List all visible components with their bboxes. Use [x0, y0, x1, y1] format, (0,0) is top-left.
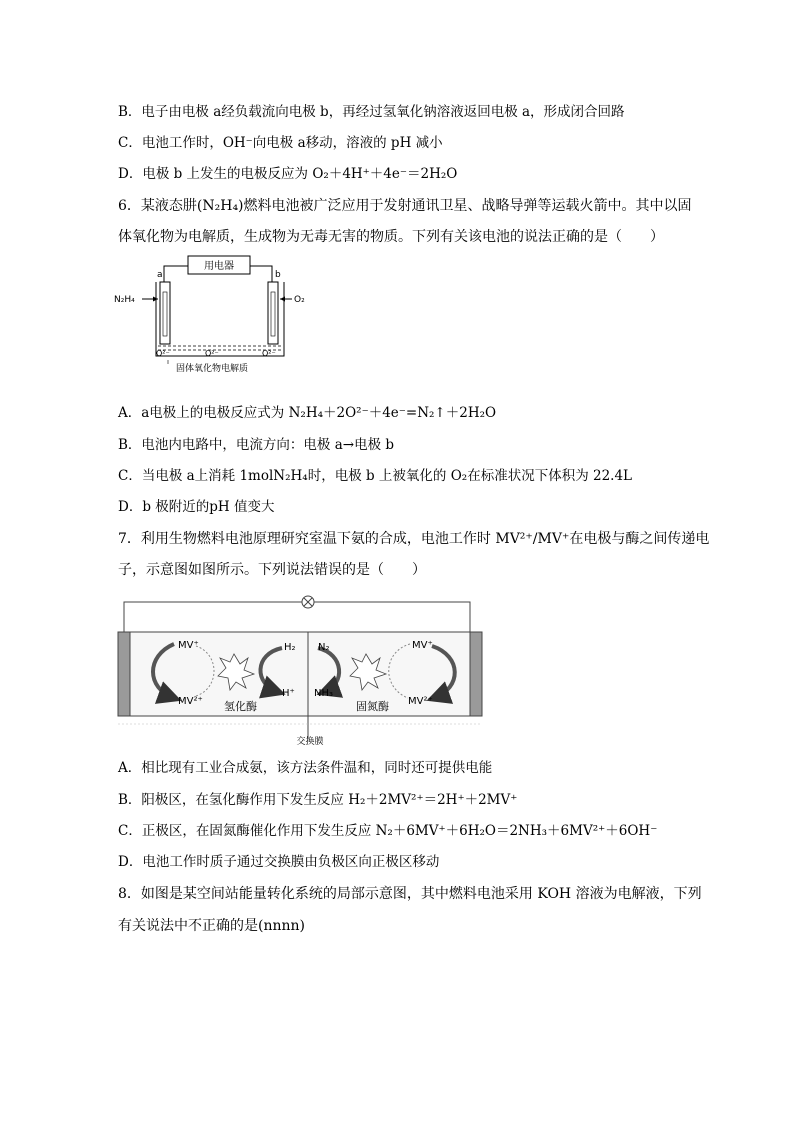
h2-label: H₂ — [284, 642, 296, 653]
q6-stem-line1: 6．某液态肼(N₂H₄)燃料电池被广泛应用于发射通讯卫星、战略导弹等运载火箭中。其中以固 — [118, 198, 692, 214]
q6-option-d: D．b 极附近的pH 值变大 — [118, 499, 275, 515]
nh3-label: NH₃ — [314, 688, 334, 699]
q6-option-b: B．电池内电路中，电流方向：电极 a→电极 b — [118, 437, 395, 453]
q5-option-c: C．电池工作时，OH⁻向电极 a移动，溶液的 pH 减小 — [118, 135, 443, 151]
mv2-plus-left: MV²⁺ — [178, 696, 203, 707]
q7-stem-line1: 7．利用生物燃料电池原理研究室温下氨的合成，电池工作时 MV²⁺/MV⁺在电极与酶之间传递电 — [118, 531, 710, 547]
ion-label-left: O²⁻ — [156, 349, 170, 358]
q5-option-b: B．电子由电极 a经负载流向电极 b，再经过氢氧化钠溶液返回电极 a，形成闭合回路 — [118, 104, 625, 120]
q7-option-a: A．相比现有工业合成氨，该方法条件温和，同时还可提供电能 — [118, 760, 493, 776]
q7-stem-line2: 子，示意图如图所示。下列说法错误的是（ ） — [118, 562, 426, 578]
hydrogenase-label: 氢化酶 — [224, 700, 257, 713]
electrode-a-label: a — [157, 270, 163, 280]
n2-label: N₂ — [318, 642, 330, 653]
q7-option-b: B．阳极区，在氢化酶作用下发生反应 H₂＋2MV²⁺＝2H⁺＋2MV⁺ — [118, 792, 518, 808]
mv2-plus-right: MV²⁺ — [408, 696, 433, 707]
q6-option-a: A．a电极上的电极反应式为 N₂H₄＋2O²⁻＋4e⁻=N₂↑＋2H₂O — [118, 405, 497, 421]
q8-stem-line1: 8．如图是某空间站能量转化系统的局部示意图，其中燃料电池采用 KOH 溶液为电解液，下列 — [118, 886, 702, 902]
q8-stem-line2: 有关说法中不正确的是(nnnn) — [118, 918, 305, 934]
h-plus-label: H⁺ — [282, 688, 295, 699]
q6-option-c: C．当电极 a上消耗 1molN₂H₄时，电极 b 上被氧化的 O₂在标准状况下体积为 22.4L — [118, 468, 633, 484]
electrode-b-label: b — [275, 270, 281, 280]
oxygen-label: O₂ — [294, 295, 305, 305]
ion-label-middle: O²⁻ — [205, 349, 219, 358]
q5-option-d: D．电极 b 上发生的电极反应为 O₂＋4H⁺＋4e⁻＝2H₂O — [118, 166, 458, 182]
mv-plus-right: MV⁺ — [412, 640, 433, 651]
q7-option-d: D．电池工作时质子通过交换膜由负极区向正极区移动 — [118, 854, 440, 870]
mv-plus-left: MV⁺ — [178, 640, 199, 651]
ion-label-right: O²⁻ — [262, 349, 276, 358]
right-electrode — [470, 632, 482, 716]
electrolyte-caption: 固体氧化物电解质 — [175, 364, 249, 372]
load-device-label: 用电器 — [204, 261, 234, 272]
q7-option-c: C．正极区，在固氮酶催化作用下发生反应 N₂＋6MV⁺＋6H₂O＝2NH₃＋6MV²⁺＋6OH⁻ — [118, 823, 658, 839]
q6-stem-line2: 体氧化物为电解质，生成物为无毒无害的物质。下列有关该电池的说法正确的是（ ） — [118, 229, 664, 245]
membrane-label: 交换膜 — [296, 737, 324, 747]
q6-fuel-cell-diagram — [112, 252, 312, 372]
fuel-n2h4-label: N₂H₄ — [114, 295, 135, 305]
left-electrode — [118, 632, 130, 716]
q7-biofuel-cell-diagram — [112, 592, 492, 747]
nitrogenase-label: 固氮酶 — [356, 700, 389, 713]
